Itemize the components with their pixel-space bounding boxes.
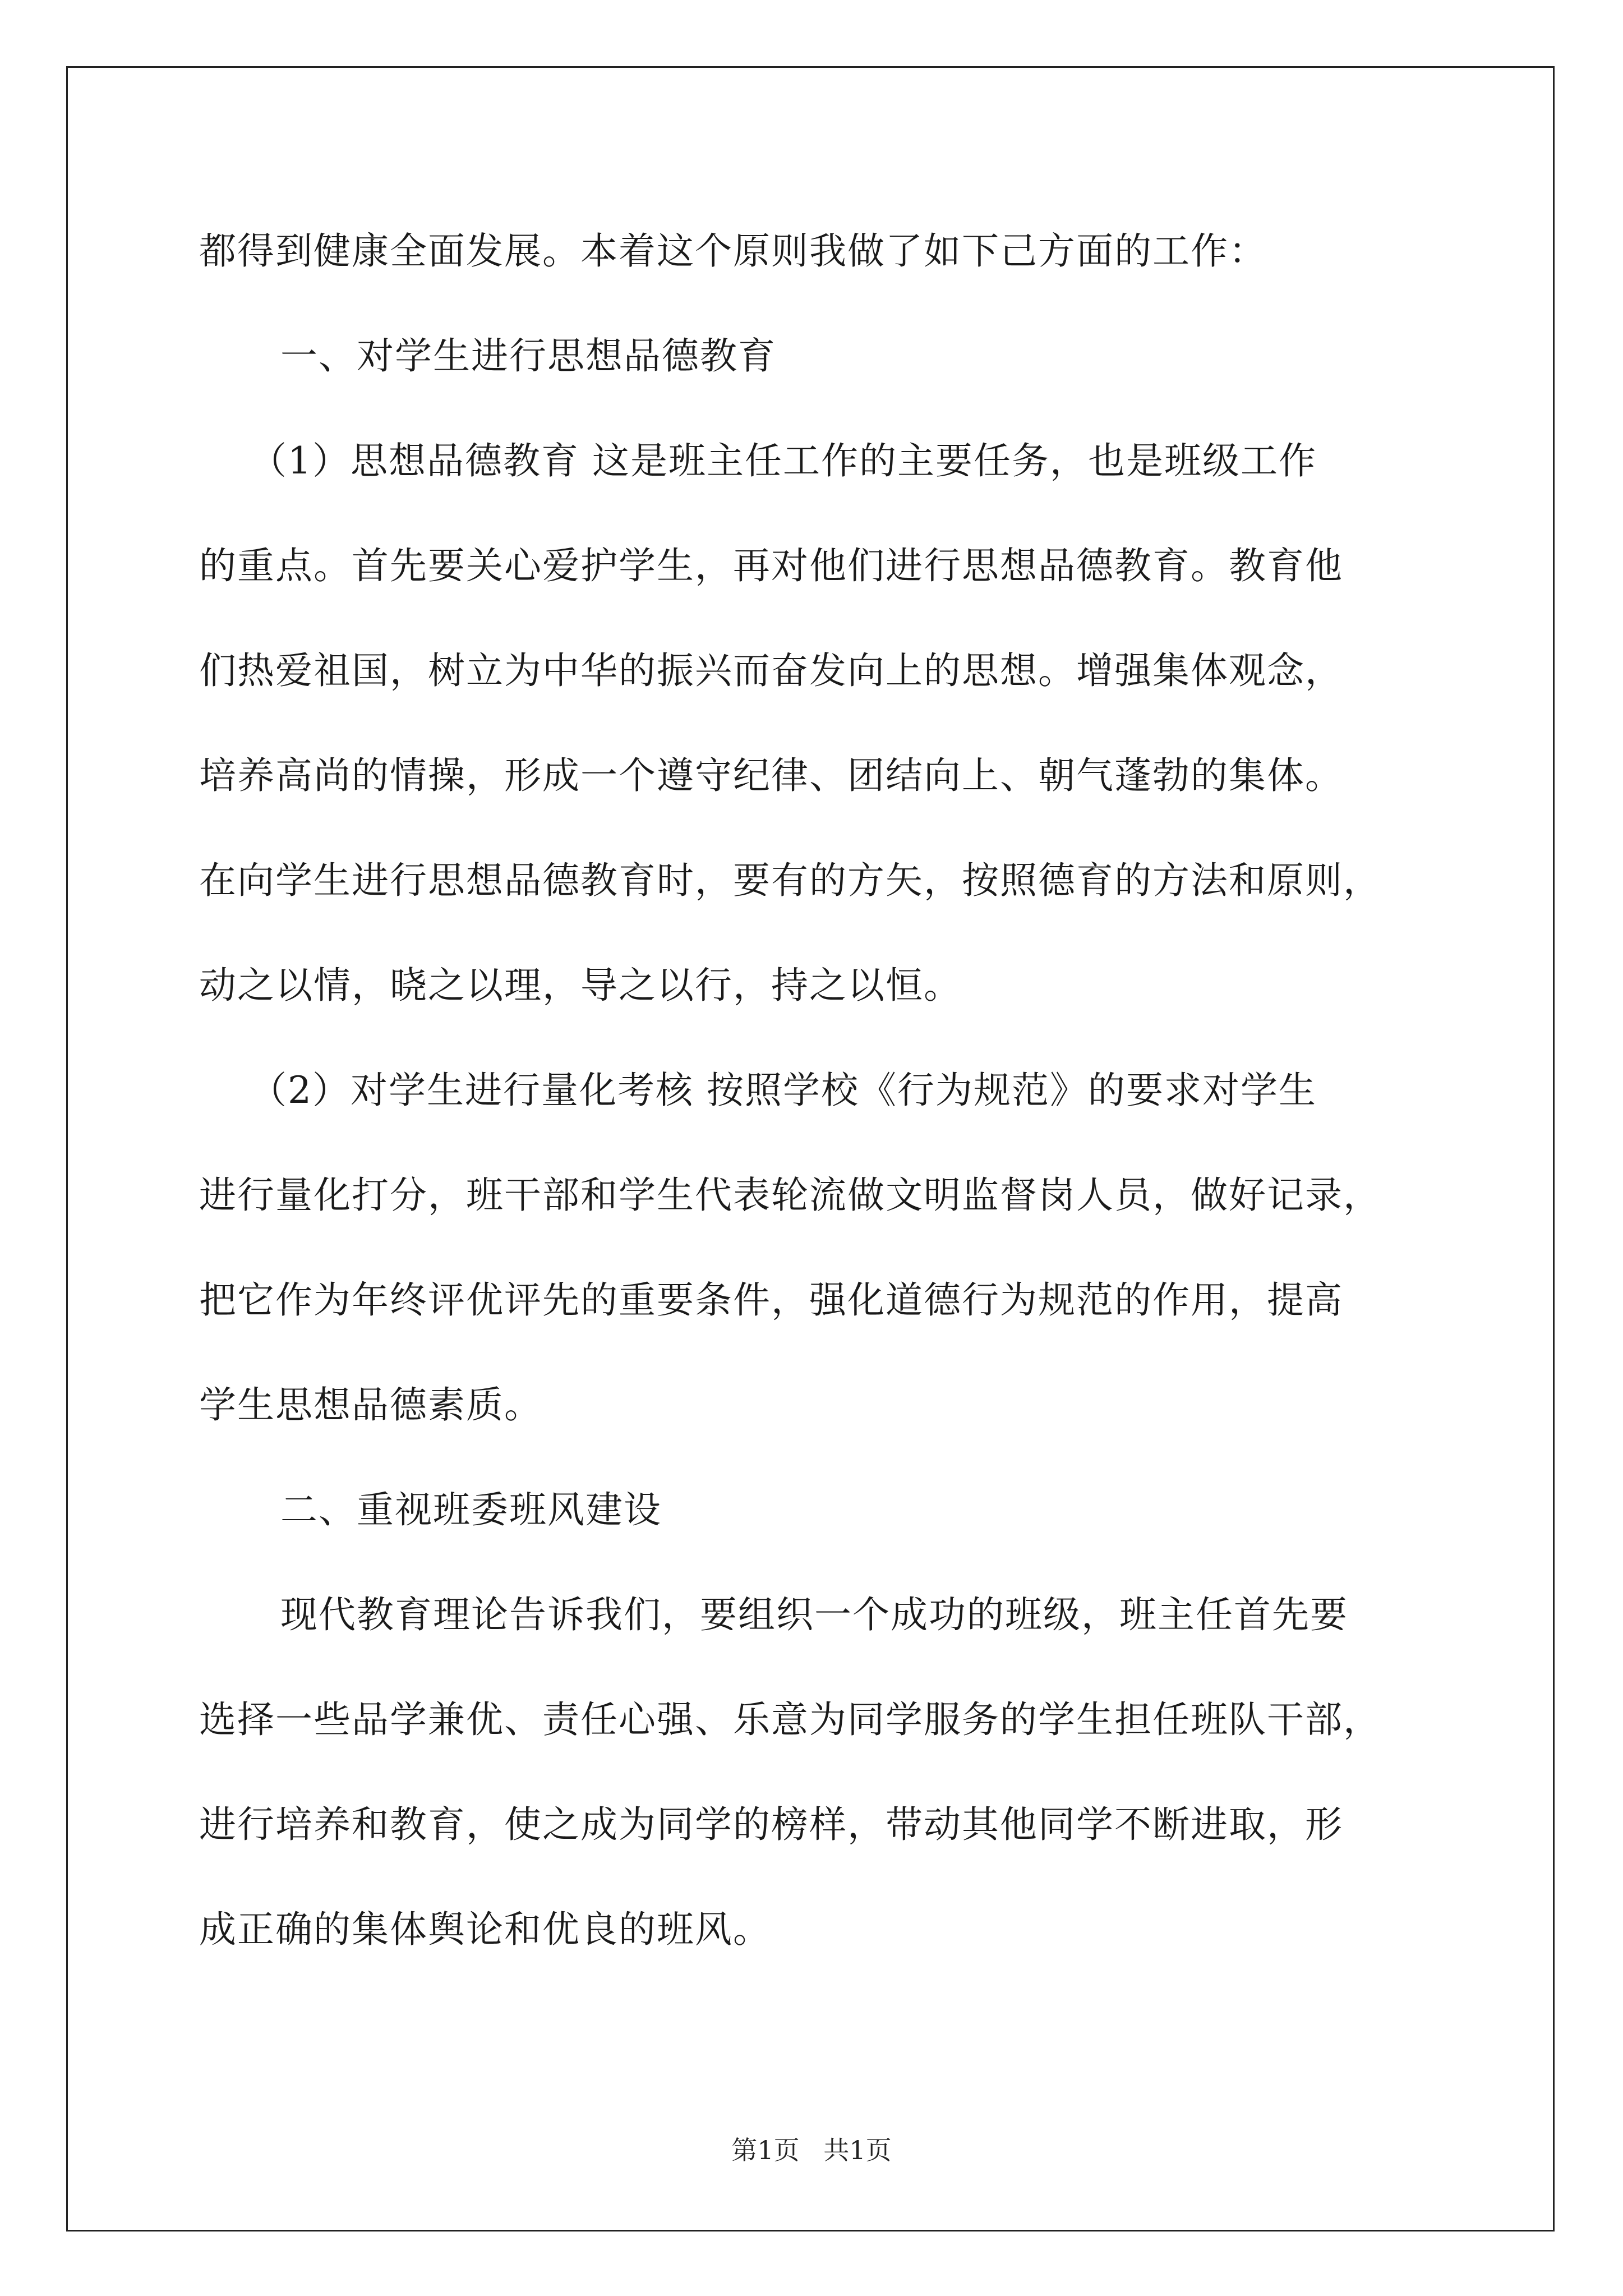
text-line: 的重点。首先要关心爱护学生，再对他们进行思想品德教育。教育他: [199, 544, 1343, 587]
section-heading: 一、对学生进行思想品德教育: [280, 334, 776, 378]
text-line: （2）对学生进行量化考核 按照学校《行为规范》的要求对学生: [250, 1069, 1317, 1112]
text-line: 都得到健康全面发展。本着这个原则我做了如下己方面的工作：: [199, 229, 1267, 273]
text-line: 现代教育理论告诉我们，要组织一个成功的班级，班主任首先要: [280, 1593, 1348, 1636]
text-line: 学生思想品德素质。: [199, 1383, 542, 1427]
text-line: 把它作为年终评优评先的重要条件，强化道德行为规范的作用，提高: [199, 1278, 1343, 1322]
section-heading: 二、重视班委班风建设: [280, 1488, 662, 1531]
text-line: （1）思想品德教育 这是班主任工作的主要任务，也是班级工作: [250, 439, 1317, 482]
text-line: 成正确的集体舆论和优良的班风。: [199, 1908, 771, 1951]
text-line: 培养高尚的情操，形成一个遵守纪律、团结向上、朝气蓬勃的集体。: [199, 754, 1343, 797]
text-line: 进行量化打分，班干部和学生代表轮流做文明监督岗人员，做好记录，: [199, 1174, 1381, 1217]
text-line: 动之以情，晓之以理，导之以行，持之以恒。: [199, 964, 962, 1007]
page-number: 第1页: [731, 2135, 800, 2165]
page-border: [66, 66, 1555, 2231]
page-count: 共1页: [823, 2135, 892, 2165]
text-line: 选择一些品学兼优、责任心强、乐意为同学服务的学生担任班队干部，: [199, 1698, 1381, 1741]
text-line: 们热爱祖国，树立为中华的振兴而奋发向上的思想。增强集体观念，: [199, 649, 1343, 692]
page-footer: [0, 2134, 1623, 2166]
text-line: 进行培养和教育，使之成为同学的榜样，带动其他同学不断进取，形: [199, 1803, 1343, 1846]
text-line: 在向学生进行思想品德教育时，要有的方矢，按照德育的方法和原则，: [199, 859, 1381, 902]
